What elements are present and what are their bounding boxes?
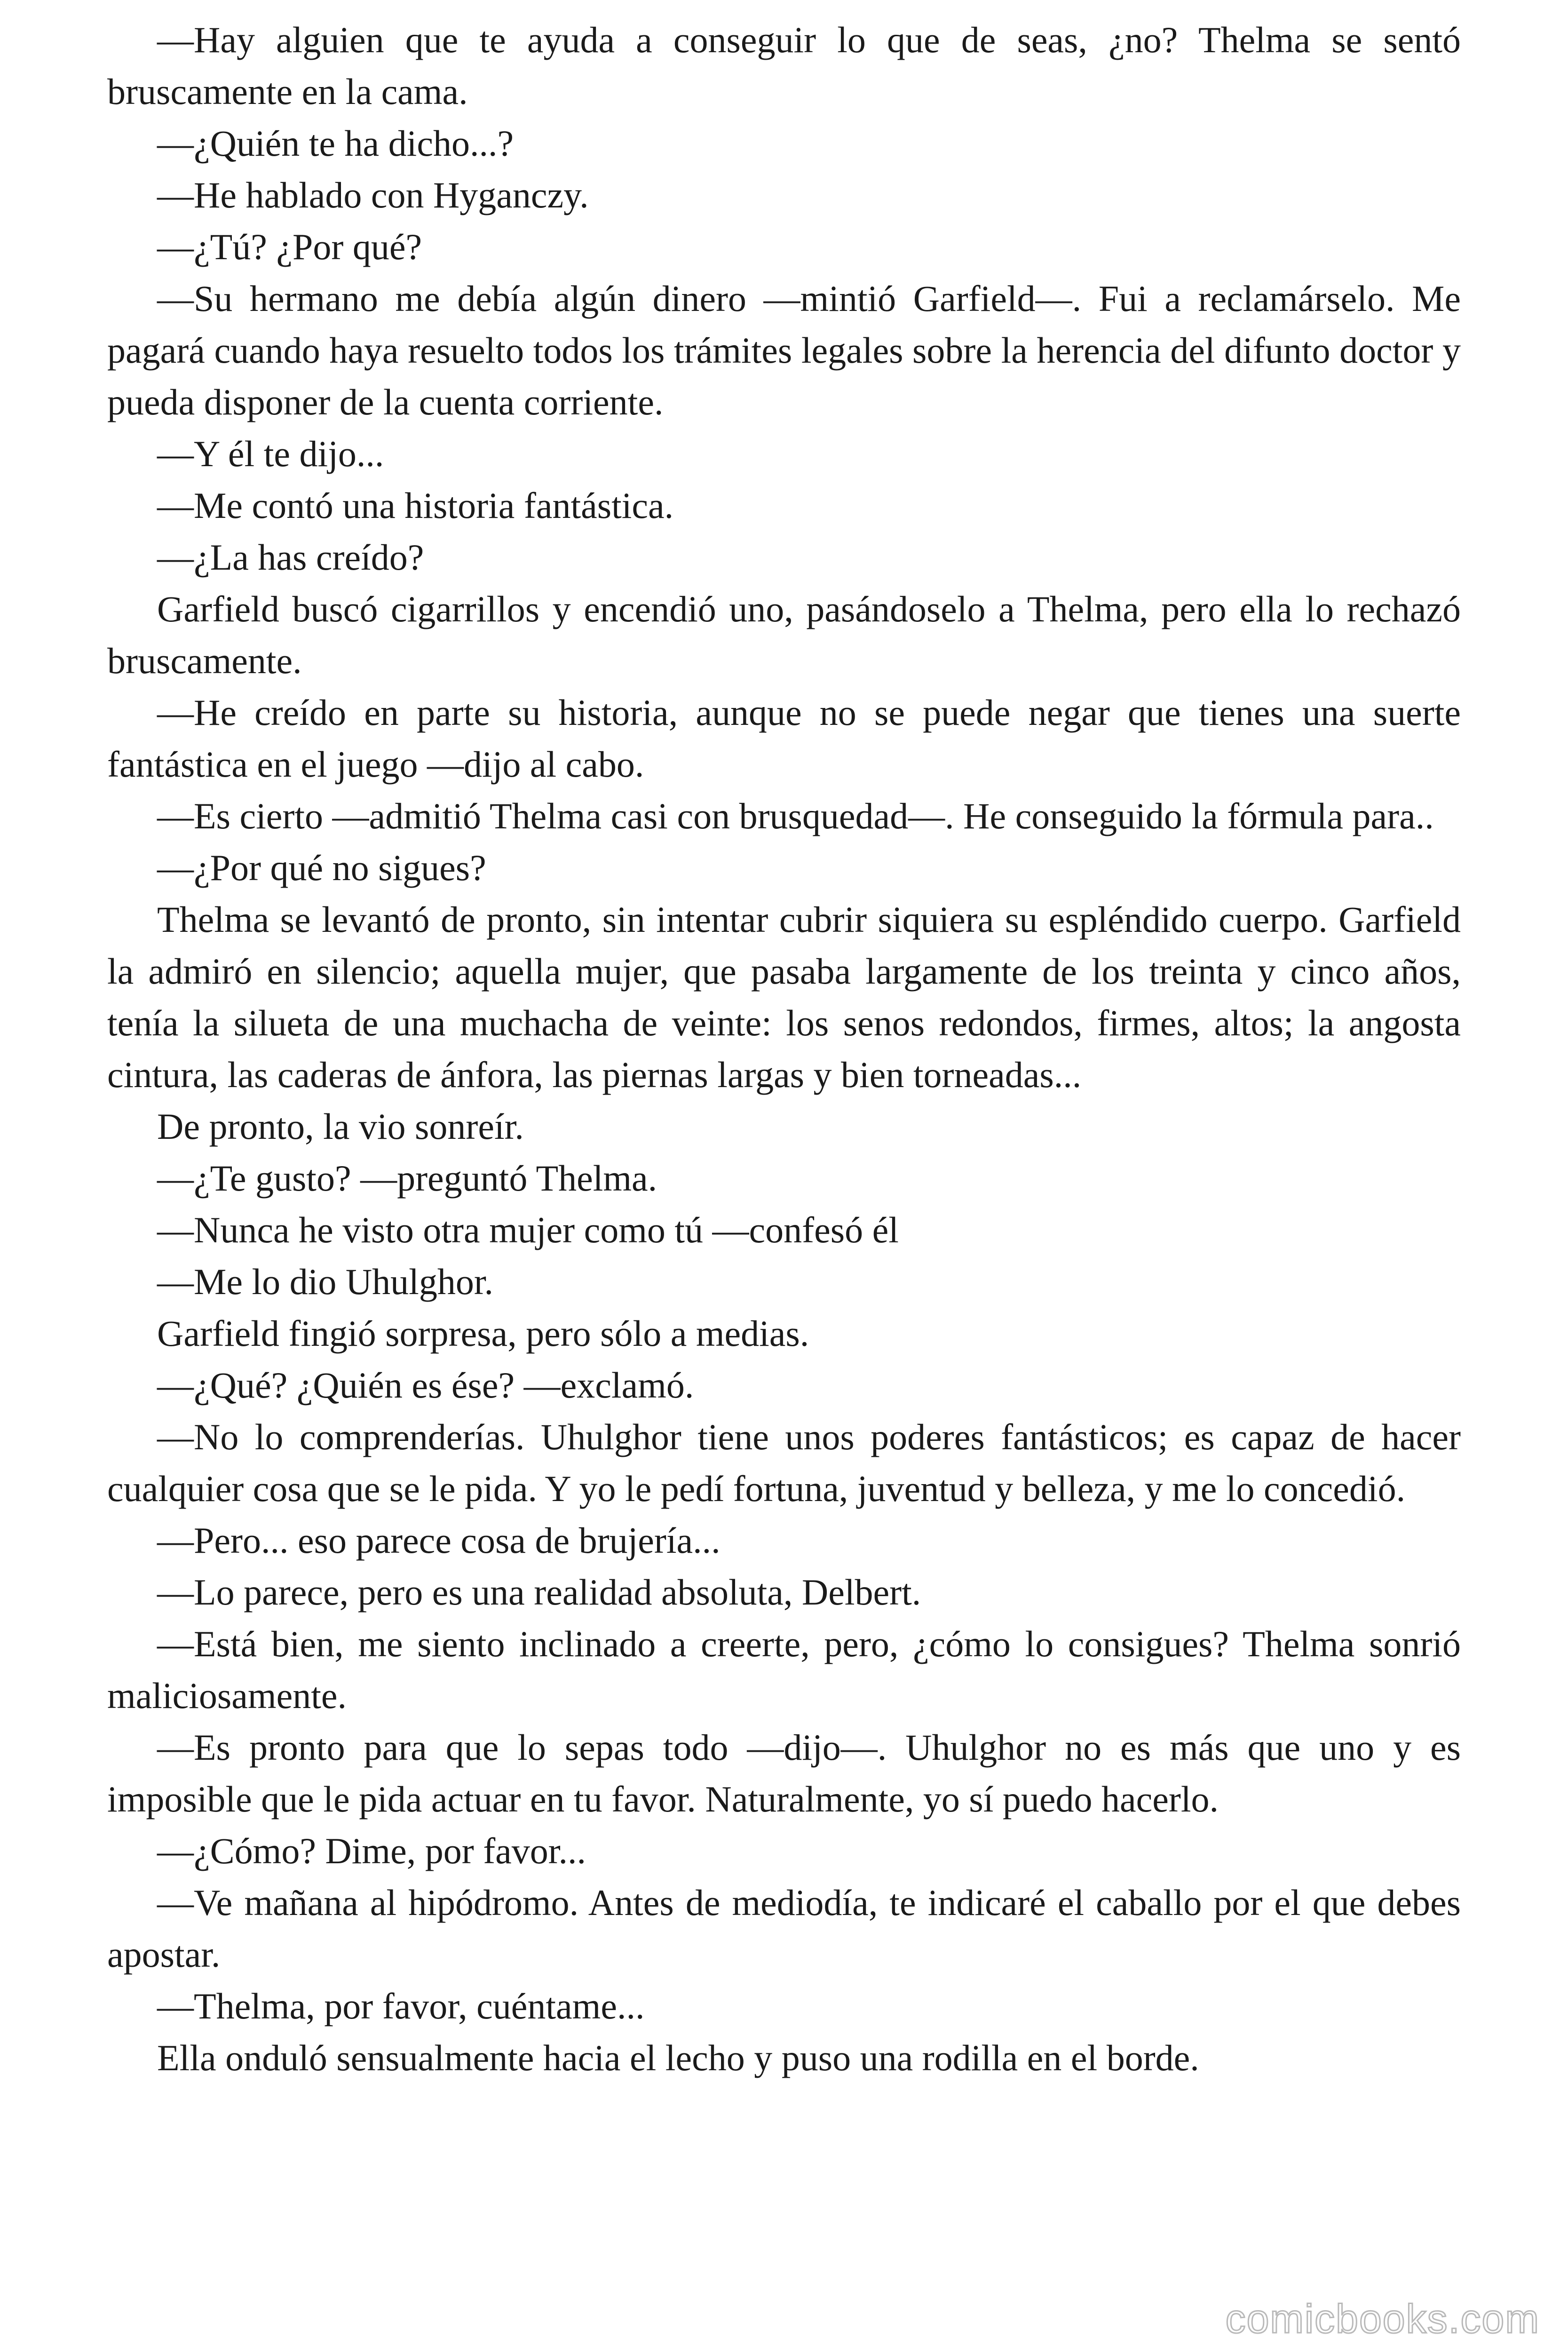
paragraph: —Su hermano me debía algún dinero —mintió Garfield—. Fui a reclamárselo. Me pagará cuando haya resuelto todos los trámites legales sobre la herencia del difunto doctor y pueda disponer de la cuenta corriente. <box>107 278 1461 422</box>
paragraph: Thelma se levantó de pronto, sin intentar cubrir siquiera su espléndido cuerpo. Garfield la admiró en silencio; aquella mujer, que pasaba largamente de los treinta y cinco años, tenía la silueta de una muchacha de veinte: los senos redondos, firmes, altos; la angosta cintura, las caderas de ánfora, las piernas largas y bien torneadas... <box>107 899 1461 1095</box>
paragraph: —No lo comprenderías. Uhulghor tiene unos poderes fantásticos; es capaz de hacer cualquier cosa que se le pida. Y yo le pedí fortuna, juventud y belleza, y me lo concedió. <box>107 1416 1461 1509</box>
paragraph: —Ve mañana al hipódromo. Antes de mediodía, te indicaré el caballo por el que debes apostar. <box>107 1882 1461 1975</box>
paragraph: —¿Por qué no sigues? <box>157 847 486 888</box>
paragraph: —Está bien, me siento inclinado a creerte, pero, ¿cómo lo consigues? Thelma sonrió maliciosamente. <box>107 1623 1461 1716</box>
paragraph: —¿Quién te ha dicho...? <box>157 123 514 164</box>
paragraph: —¿Qué? ¿Quién es ése? —exclamó. <box>157 1365 694 1406</box>
paragraph: —¿Tú? ¿Por qué? <box>157 226 422 267</box>
paragraph: —Y él te dijo... <box>157 433 384 474</box>
paragraph: Garfield buscó cigarrillos y encendió uno, pasándoselo a Thelma, pero ella lo rechazó bruscamente. <box>107 588 1461 681</box>
paragraph: —¿Te gusto? —preguntó Thelma. <box>157 1158 657 1199</box>
paragraph: —Thelma, por favor, cuéntame... <box>157 1986 645 2026</box>
paragraph: —He hablado con Hyganczy. <box>157 175 589 215</box>
paragraph: —¿La has creído? <box>157 537 424 578</box>
page-body <box>107 14 1461 2319</box>
paragraph: Garfield fingió sorpresa, pero sólo a medias. <box>157 1313 809 1354</box>
paragraph: —Hay alguien que te ayuda a conseguir lo que de seas, ¿no? Thelma se sentó bruscamente en la cama. <box>107 19 1461 112</box>
paragraph: —Es cierto —admitió Thelma casi con brusquedad—. He conseguido la fórmula para.. <box>157 795 1434 836</box>
paragraph: —He creído en parte su historia, aunque no se puede negar que tienes una suerte fantástica en el juego —dijo al cabo. <box>107 692 1461 785</box>
paragraph: —Nunca he visto otra mujer como tú —confesó él <box>157 1209 899 1250</box>
paragraph: —¿Cómo? Dime, por favor... <box>157 1830 586 1871</box>
paragraph: —Pero... eso parece cosa de brujería... <box>157 1520 721 1561</box>
paragraph: —Es pronto para que lo sepas todo —dijo—. Uhulghor no es más que uno y es imposible que le pida actuar en tu favor. Naturalmente, yo sí puedo hacerlo. <box>107 1727 1461 1820</box>
paragraph: —Lo parece, pero es una realidad absoluta, Delbert. <box>157 1572 921 1613</box>
paragraph: —Me lo dio Uhulghor. <box>157 1261 493 1302</box>
paragraph: Ella onduló sensualmente hacia el lecho y puso una rodilla en el borde. <box>157 2037 1199 2078</box>
watermark: comicbooks.com <box>1225 2296 1540 2342</box>
paragraph: De pronto, la vio sonreír. <box>157 1106 524 1147</box>
paragraph: —Me contó una historia fantástica. <box>157 485 674 526</box>
